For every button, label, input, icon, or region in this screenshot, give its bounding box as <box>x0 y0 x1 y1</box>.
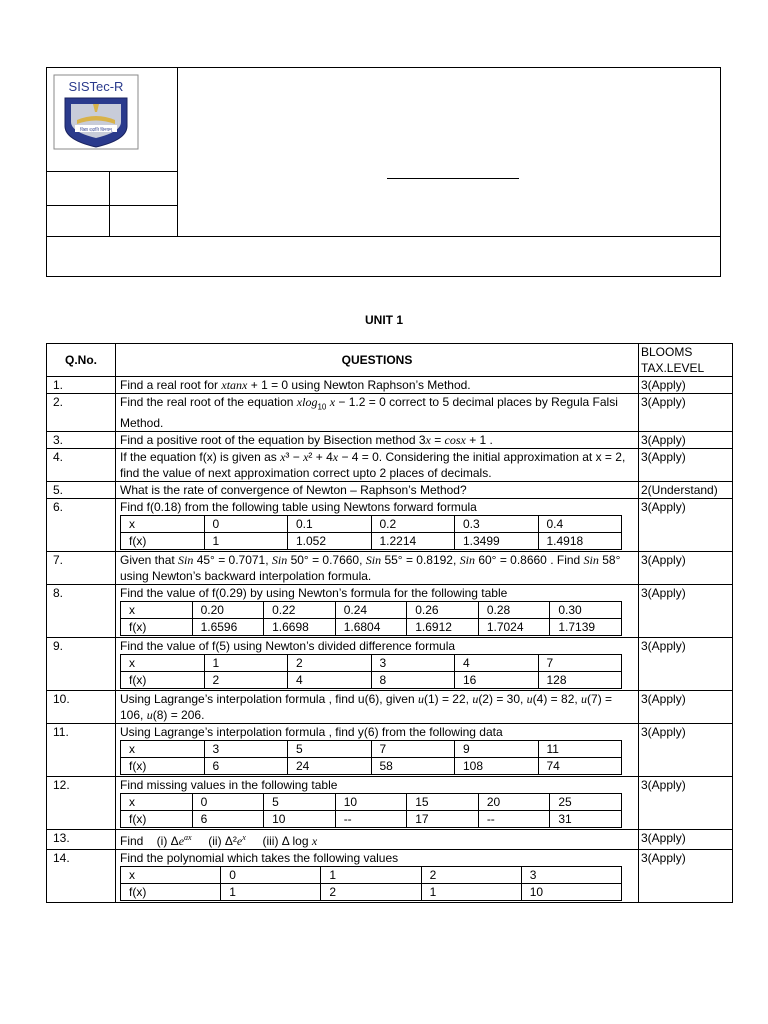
question-number: 7. <box>47 552 116 585</box>
data-table-cell: x <box>121 516 205 533</box>
header-divider <box>177 68 178 236</box>
data-table-cell: 7 <box>371 741 455 758</box>
data-table-row <box>121 655 622 672</box>
header-divider <box>47 171 177 172</box>
blooms-level: 3(Apply) <box>639 777 733 830</box>
data-table-cell: 0.20 <box>192 602 264 619</box>
question-number: 4. <box>47 449 116 482</box>
data-table-cell: 24 <box>288 758 372 775</box>
data-table-cell: 0.22 <box>264 602 336 619</box>
question-text: What is the rate of convergence of Newton – Raphson’s Method? <box>116 482 639 499</box>
question-number: 2. <box>47 394 116 432</box>
question-number: 3. <box>47 432 116 449</box>
question-cell <box>116 777 639 830</box>
title-underline <box>387 178 519 179</box>
data-table <box>120 866 622 901</box>
blooms-level: 3(Apply) <box>639 552 733 585</box>
data-table-cell: 7 <box>538 655 622 672</box>
question-cell <box>116 499 639 552</box>
data-table-cell: 0 <box>221 867 321 884</box>
data-table-cell: 1 <box>221 884 321 901</box>
data-table-cell: 2 <box>288 655 372 672</box>
question-row <box>47 585 733 638</box>
question-text: Find the value of f(5) using Newton’s divided difference formula <box>120 639 456 654</box>
question-text: Find f(0.18) from the following table using Newtons forward formula <box>120 500 477 515</box>
blooms-level: 3(Apply) <box>639 449 733 482</box>
data-table-cell: -- <box>335 811 407 828</box>
data-table-cell: 0.24 <box>335 602 407 619</box>
blooms-level: 3(Apply) <box>639 499 733 552</box>
data-table-cell: f(x) <box>121 533 205 550</box>
logo-motto: विद्या ददाति विनयम् <box>80 128 112 133</box>
question-number: 5. <box>47 482 116 499</box>
question-row <box>47 432 733 449</box>
question-number: 8. <box>47 585 116 638</box>
data-table-row <box>121 867 622 884</box>
data-table-cell: 1.7024 <box>478 619 550 636</box>
question-number: 10. <box>47 691 116 724</box>
data-table-cell: 2 <box>204 672 288 689</box>
question-row <box>47 691 733 724</box>
data-table <box>120 654 622 689</box>
question-row <box>47 377 733 394</box>
data-table-cell: 11 <box>538 741 622 758</box>
data-table-cell: 20 <box>478 794 550 811</box>
question-row <box>47 638 733 691</box>
qno-header: Q.No. <box>47 344 116 377</box>
data-table <box>120 515 622 550</box>
data-table-cell: 1 <box>421 884 521 901</box>
data-table-cell: 0.2 <box>371 516 455 533</box>
header-box <box>46 67 721 277</box>
data-table-cell: 16 <box>455 672 539 689</box>
question-cell <box>116 638 639 691</box>
data-table-cell: 1 <box>204 533 288 550</box>
header-divider <box>47 236 720 237</box>
question-cell <box>116 585 639 638</box>
question-text: Find a real root for xtanx + 1 = 0 using Newton Raphson’s Method. <box>116 377 639 394</box>
data-table-cell: 1.4918 <box>538 533 622 550</box>
data-table-cell: f(x) <box>121 672 205 689</box>
data-table-cell: 1.3499 <box>455 533 539 550</box>
question-cell <box>116 724 639 777</box>
question-text: Given that Sin 45° = 0.7071, Sin 50° = 0.7660, Sin 55° = 0.8192, Sin 60° = 0.8660 . Find Sin 58° using Newton’s backward interpolation formula. <box>116 552 639 585</box>
data-table-cell: 0.26 <box>407 602 479 619</box>
data-table-cell: 8 <box>371 672 455 689</box>
question-number: 11. <box>47 724 116 777</box>
data-table-cell: 128 <box>538 672 622 689</box>
data-table-cell: 17 <box>407 811 479 828</box>
data-table-cell: x <box>121 741 205 758</box>
data-table-cell: 10 <box>264 811 336 828</box>
data-table-cell: f(x) <box>121 884 221 901</box>
logo-text: SISTec-R <box>68 79 124 94</box>
questions-header: QUESTIONS <box>116 344 639 377</box>
question-text: Find the value of f(0.29) by using Newton’s formula for the following table <box>120 586 508 601</box>
blooms-level: 3(Apply) <box>639 394 733 432</box>
data-table-cell: f(x) <box>121 758 205 775</box>
data-table-cell: 0.4 <box>538 516 622 533</box>
header-divider <box>109 171 110 236</box>
data-table-cell: 6 <box>192 811 264 828</box>
data-table-cell: 1.6596 <box>192 619 264 636</box>
data-table-cell: 108 <box>455 758 539 775</box>
data-table-row <box>121 672 622 689</box>
question-row <box>47 552 733 585</box>
question-text: If the equation f(x) is given as x³ − x² + 4x − 4 = 0. Considering the initial approximation at x = 2, find the value of next approximation correct upto 2 places of decimals. <box>116 449 639 482</box>
question-text: Find (i) $\Delta e^{ax}$ (ii) $\Delta^2e^x$ (iii) Δ log x <box>116 830 639 850</box>
data-table-row <box>121 811 622 828</box>
blooms-level: 3(Apply) <box>639 638 733 691</box>
blooms-level: 3(Apply) <box>639 850 733 903</box>
question-row <box>47 777 733 830</box>
data-table-cell: 6 <box>204 758 288 775</box>
data-table-cell: 3 <box>204 741 288 758</box>
data-table-row <box>121 884 622 901</box>
data-table-row <box>121 516 622 533</box>
data-table-cell: 3 <box>371 655 455 672</box>
data-table-cell: x <box>121 602 193 619</box>
blooms-level: 3(Apply) <box>639 432 733 449</box>
data-table-row <box>121 619 622 636</box>
data-table-cell: 25 <box>550 794 622 811</box>
data-table-cell: 1 <box>321 867 421 884</box>
data-table-cell: 0.3 <box>455 516 539 533</box>
blooms-level: 3(Apply) <box>639 691 733 724</box>
question-row <box>47 482 733 499</box>
question-text: Using Lagrange’s interpolation formula , find u(6), given u(1) = 22, u(2) = 30, u(4) = 82, u(7) = 106, u(8) = 206. <box>116 691 639 724</box>
blooms-level: 2(Understand) <box>639 482 733 499</box>
data-table-cell: 1.7139 <box>550 619 622 636</box>
data-table <box>120 793 622 828</box>
data-table-cell: 2 <box>421 867 521 884</box>
data-table-cell: 1.6804 <box>335 619 407 636</box>
questions-table <box>46 343 733 903</box>
question-text: Find missing values in the following table <box>120 778 338 793</box>
data-table-row <box>121 533 622 550</box>
blooms-header: BLOOMS TAX.LEVEL <box>639 344 733 377</box>
data-table-cell: 5 <box>264 794 336 811</box>
header-divider <box>47 205 177 206</box>
data-table-cell: 1.052 <box>288 533 372 550</box>
data-table-cell: 31 <box>550 811 622 828</box>
data-table-cell: 0.28 <box>478 602 550 619</box>
data-table-cell: 10 <box>521 884 621 901</box>
data-table-cell: 0 <box>204 516 288 533</box>
data-table-cell: 1.2214 <box>371 533 455 550</box>
blooms-level: 3(Apply) <box>639 830 733 850</box>
data-table-cell: f(x) <box>121 811 193 828</box>
data-table-row <box>121 602 622 619</box>
blooms-level: 3(Apply) <box>639 585 733 638</box>
question-row <box>47 830 733 850</box>
question-text: Using Lagrange’s interpolation formula , find y(6) from the following data <box>120 725 503 740</box>
data-table-cell: 1.6698 <box>264 619 336 636</box>
data-table-cell: 0.1 <box>288 516 372 533</box>
data-table-cell: 5 <box>288 741 372 758</box>
question-row <box>47 449 733 482</box>
data-table-row <box>121 758 622 775</box>
question-text: Find the polynomial which takes the following values <box>120 851 399 866</box>
data-table-cell: 4 <box>455 655 539 672</box>
question-number: 6. <box>47 499 116 552</box>
blooms-level: 3(Apply) <box>639 724 733 777</box>
data-table-cell: 74 <box>538 758 622 775</box>
data-table-cell: 58 <box>371 758 455 775</box>
unit-title: UNIT 1 <box>364 313 403 327</box>
data-table-row <box>121 741 622 758</box>
data-table <box>120 740 622 775</box>
question-row <box>47 499 733 552</box>
sistec-logo <box>53 74 139 150</box>
question-number: 1. <box>47 377 116 394</box>
data-table-cell: x <box>121 655 205 672</box>
data-table-cell: 4 <box>288 672 372 689</box>
data-table-cell: 2 <box>321 884 421 901</box>
data-table-cell: 0 <box>192 794 264 811</box>
question-number: 12. <box>47 777 116 830</box>
data-table-cell: 15 <box>407 794 479 811</box>
data-table-cell: 1.6912 <box>407 619 479 636</box>
data-table-cell: x <box>121 794 193 811</box>
question-number: 14. <box>47 850 116 903</box>
data-table-cell: 1 <box>204 655 288 672</box>
data-table-cell: x <box>121 867 221 884</box>
question-row <box>47 724 733 777</box>
question-number: 9. <box>47 638 116 691</box>
data-table-row <box>121 794 622 811</box>
question-number: 13. <box>47 830 116 850</box>
data-table-cell: 0.30 <box>550 602 622 619</box>
question-text: Find the real root of the equation xlog$_{10}$ x − 1.2 = 0 correct to 5 decimal places by Regula Falsi Method. <box>116 394 639 432</box>
data-table-cell: 10 <box>335 794 407 811</box>
data-table-cell: 9 <box>455 741 539 758</box>
question-row <box>47 394 733 432</box>
question-text: Find a positive root of the equation by Bisection method 3x = cosx + 1 . <box>116 432 639 449</box>
question-cell <box>116 850 639 903</box>
data-table-cell: f(x) <box>121 619 193 636</box>
table-header-row <box>47 344 733 377</box>
question-row <box>47 850 733 903</box>
data-table <box>120 601 622 636</box>
data-table-cell: 3 <box>521 867 621 884</box>
data-table-cell: -- <box>478 811 550 828</box>
blooms-level: 3(Apply) <box>639 377 733 394</box>
